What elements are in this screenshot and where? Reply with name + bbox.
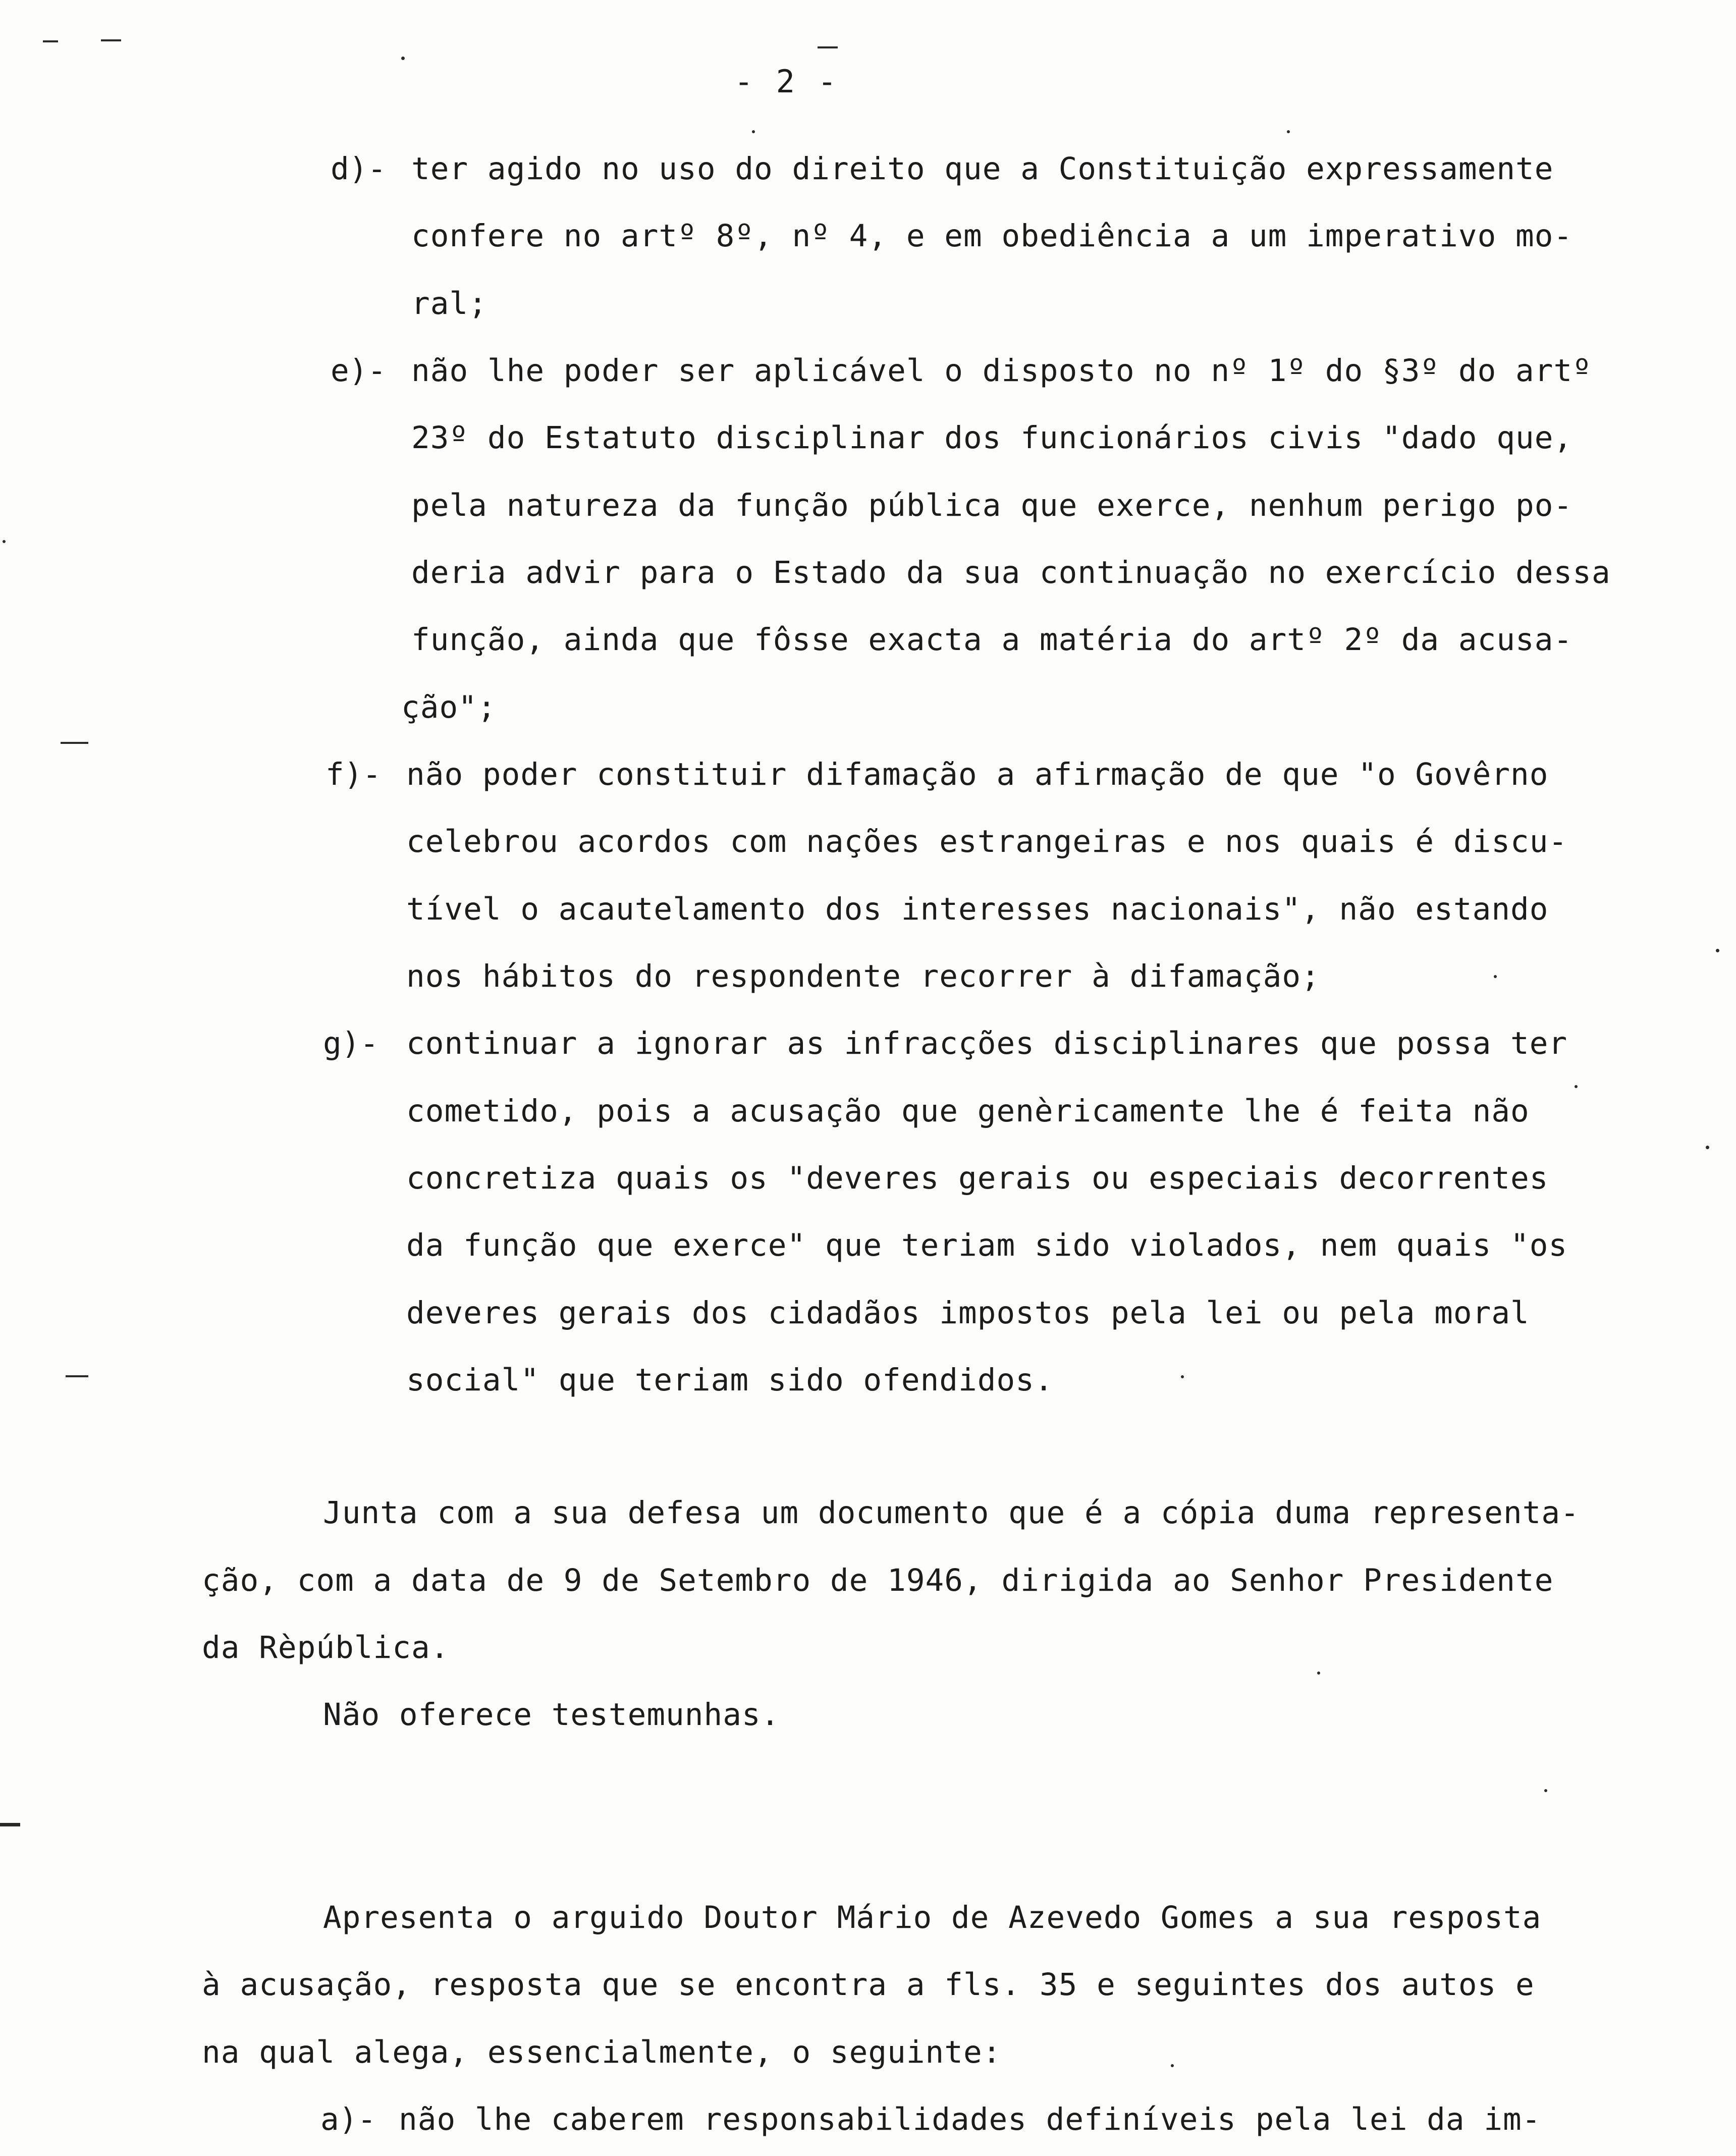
scan-speck (1494, 975, 1497, 978)
item-e-line-4: deria advir para o Estado da sua continuação no exercício dessa (411, 555, 1611, 590)
scan-speck (1171, 2064, 1174, 2067)
scan-speck (752, 130, 755, 133)
item-g-line-2: cometido, pois a acusação que genèricamente lhe é feita não (406, 1093, 1530, 1129)
item-f-label: f)- (326, 757, 382, 792)
item-e-label: e)- (331, 353, 387, 389)
scan-mark (43, 40, 58, 42)
scan-speck (1544, 1789, 1547, 1792)
item-g-line-5: deveres gerais dos cidadãos impostos pela lei ou pela moral (406, 1295, 1530, 1331)
item-d-line-2: confere no artº 8º, nº 4, e em obediência a um imperativo mo- (411, 218, 1573, 254)
item-e-line-2: 23º do Estatuto disciplinar dos funcionários civis "dado que, (411, 420, 1573, 456)
item-f-line-1: não poder constituir difamação a afirmação de que "o Govêrno (406, 757, 1549, 792)
scan-speck (3, 540, 6, 543)
paragraph-1-line-2: ção, com a data de 9 de Setembro de 1946, dirigida ao Senhor Presidente (202, 1562, 1554, 1598)
scan-speck (1575, 1085, 1578, 1088)
item-d-line-1: ter agido no uso do direito que a Constituição expressamente (411, 151, 1554, 187)
item-f-line-2: celebrou acordos com nações estrangeiras e nos quais é discu- (406, 824, 1568, 859)
scan-speck (1287, 130, 1290, 133)
paragraph-3-line-2: à acusação, resposta que se encontra a fls. 35 e seguintes dos autos e (202, 1967, 1535, 2003)
item-f-line-4: nos hábitos do respondente recorrer à difamação; (406, 958, 1320, 994)
item-f-line-3: tível o acautelamento dos interesses nacionais", não estando (406, 891, 1549, 927)
item-e-line-1: não lhe poder ser aplicável o disposto no nº 1º do §3º do artº (411, 353, 1592, 389)
page-number: - 2 - (734, 63, 839, 100)
item-a-label: a)- (320, 2101, 376, 2137)
paragraph-3-line-1: Apresenta o arguido Doutor Mário de Azevedo Gomes a sua resposta (323, 1900, 1542, 1935)
item-d-label: d)- (331, 151, 387, 187)
scan-speck (1706, 1146, 1709, 1149)
scan-speck (1181, 1375, 1184, 1378)
item-g-label: g)- (323, 1026, 379, 1061)
scan-mark (101, 39, 121, 41)
item-e-line-6: ção"; (401, 689, 497, 725)
scan-mark (0, 1823, 20, 1826)
scan-speck (1716, 949, 1719, 952)
scan-mark (818, 46, 838, 48)
item-d-line-3: ral; (411, 286, 487, 321)
paragraph-2: Não oferece testemunhas. (323, 1697, 780, 1733)
scan-mark (61, 742, 88, 744)
item-e-line-5: função, ainda que fôsse exacta a matéria do artº 2º da acusa- (411, 622, 1573, 658)
scan-speck (1317, 1672, 1320, 1675)
paragraph-3-line-3: na qual alega, essencialmente, o seguinte: (202, 2034, 1002, 2070)
item-g-line-4: da função que exerce" que teriam sido violados, nem quais "os (406, 1227, 1568, 1263)
item-g-line-1: continuar a ignorar as infracções disciplinares que possa ter (406, 1026, 1568, 1061)
paragraph-1-line-3: da Rèpública. (202, 1630, 450, 1665)
scan-speck (401, 57, 405, 60)
scan-mark (66, 1375, 88, 1377)
item-g-line-3: concretiza quais os "deveres gerais ou especiais decorrentes (406, 1160, 1549, 1196)
item-e-line-3: pela natureza da função pública que exerce, nenhum perigo po- (411, 488, 1573, 523)
paragraph-1-line-1: Junta com a sua defesa um documento que é a cópia duma representa- (323, 1495, 1580, 1531)
item-g-line-6: social" que teriam sido ofendidos. (406, 1362, 1054, 1398)
item-a-line-1: não lhe caberem responsabilidades definíveis pela lei da im- (399, 2101, 1541, 2137)
